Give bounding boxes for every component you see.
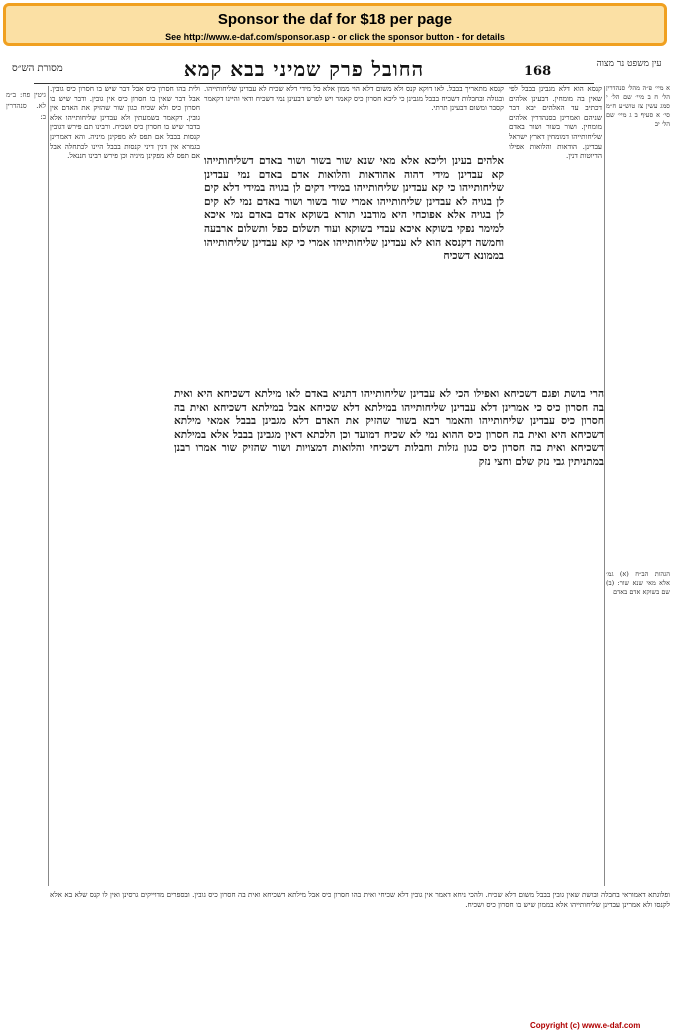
ein-mishpat-column: א מיי׳ פ״ה מהל׳ סנהדרין הל׳ ח ב מיי׳ שם הל׳ י סמג עשין צז טוש״ע ח״מ סי׳ א סעיף ב ג מיי׳ שם הל׳ יב [606,84,670,128]
rashi-column: קנסא הוא דלא מגבינן בבבל לפי שאין בה מומחין. דבעינן אלהים דכתיב עד האלהים יבא דבר שניהם ואמרינן בסנהדרין אלהים מומחין. ושור בשור ושור באדם שליחותייהו דמומחין דארץ ישראל עבדינן. הודאות והלואות אפילו הדיוטות דנין. [509,84,602,161]
page-header [4,55,672,81]
gemara-lower-text: הרי בושת ופגם דשכיחא ואפילו הכי לא עבדינן שליחותייהו דתניא באדם לאו מילתא דשכיחא היא ואית בה חסרון כיס כי אמרינן דלא עבדינן שליחותייהו במילתא דלא שכיחא אבל במילתא דשכיחא ואית בה חסרון כיס עבדינן שליחותייהו והאמר רבא בשור שהזיק את האדם דלא מגבינן בבבל אמאי מילתא דשכיחא היא ואית בה חסרון כיס ההוא נמי לא שכיח דמועד וכן הלכתא דאין מגבינן בבבל אלא במילתא דשכיחא ואית בה חסרון כיס כגון גזלות וחבלות דשכיחי והלואות דמצויות ושור שהזיק שור אמרו רבנן במתניתין גבי נזק שלם וחצי נזק [174,388,604,468]
column-divider [48,86,49,886]
talmud-page [4,50,672,1020]
tosafot-column: ולית בהו חסרון כיס אבל דבר שיש בו חסרון כיס גובין. אבל דבר שאין בו חסרון כיס אין גובין. ודבר שיש בו חסרון כיס ולא שכיח כגון שור שהזיק את האדם אין גובין. דקאמר בשמעתין ולא עבדינן שליחותייהו אלא בדבר שיש בו חסרון כיס ושכיח. ורבינו תם פירש דגובין קנסות בבבל אם תפס לא מפקינן מיניה. והא דאמרינן בגמרא אין דנין דיני קנסות בבבל היינו לכתחלה אבל אם תפס לא מפקינן מיניה וכן פירש רבינו חננאל. [50,84,200,161]
sponsor-subtitle[interactable]: See http://www.e-daf.com/sponsor.asp - or click the sponsor button - for details [165,32,505,42]
right-margin-label: עין משפט נר מצוה [596,59,662,69]
page-number: 168 [524,64,552,79]
top-commentary-block: קנסא מתאריך בבבל. לאו דוקא קנס ולא משום דלא הוי ממון אלא כל מידי דלא שכיח לא עבדינן שליחותייהו. ובגזלה ובחבלות דשכיח בבבל מגבינן כי ליכא חסרון כיס קאמר ויש לפרש דבעינן נמי דשכיח ודאי והיינו דקאמר קסבר ומשום דבעינן תרתי. [204,84,504,113]
bottom-commentary-block: ופלוגתא דאמוראי בחבלה ובושת שאין גובין בבבל משום דלא שכיח. ולהכי ניחא דאמר אין גובין דלא שכיחי ואית בהו חסרון כיס אבל מילתא דשכיחא ואית בה חסרון כיס גובין. ובספרים מדוייקים גרסינן ואין לו קנס שלא בא אלא לקנסו ולא אמרינן עבדינן שליחותייהו אלא בממון שיש בו חסרון כיס ושכיח. [50,890,670,909]
sponsor-title[interactable]: Sponsor the daf for $18 per page [217,11,453,28]
left-margin-label: מסורת הש״ס [12,63,63,74]
sponsor-banner[interactable] [3,3,667,46]
chapter-title: החובל פרק שמיני בבא קמא [183,57,425,81]
masoret-hashas-column: גיטין פח: ב״מ לא. סנהדרין ב: [6,91,46,121]
copyright-notice[interactable]: Copyright (c) www.e-daf.com [530,1021,641,1030]
haghot-habach-block: הגהות הב״ח (א) גמ׳ אלא מאי שנא שור: (ב) שם בשוקא אדם באדם [606,570,670,596]
gemara-upper-text: אלהים בעינן וליכא אלא מאי שנא שור בשור ושור באדם דשליחותייהו קא עבדינן מידי דהוה אהודאות והלואות אדם באדם נמי עבדינן שליחותייהו כי קא עבדינן שליחותייהו במידי דקים לן בגויה במידי דלא קים לן בגויה לא עבדינן שליחותייהו אמרי שור בשור ושור באדם נמי לא קים לן בגויה אלא אפוכחי היא מודבני תורא בשוקא אדם באדם נמי איכא למימר נפקי בשוקא איכא עבדי בשוקא ועוד תשלום כפל ותשלום ארבעה וחמשה דקנסא הוא לא עבדינן שליחותייהו אמרי כי קא עבדינן שליחותייהו בממונא דשכיח [204,155,504,263]
column-divider [604,86,605,886]
